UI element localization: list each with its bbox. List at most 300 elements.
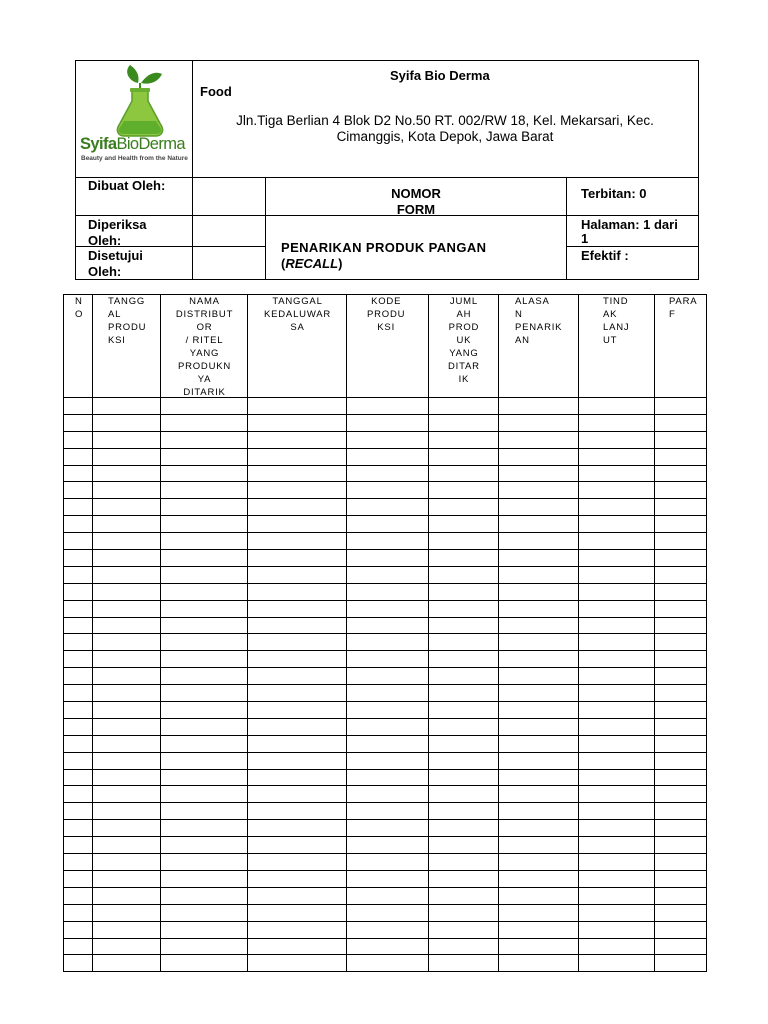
table-cell[interactable]: [161, 786, 248, 803]
table-cell[interactable]: [499, 617, 579, 634]
table-cell[interactable]: [347, 431, 429, 448]
table-cell[interactable]: [429, 482, 499, 499]
table-cell[interactable]: [248, 431, 347, 448]
table-cell[interactable]: [347, 702, 429, 719]
table-cell[interactable]: [499, 854, 579, 871]
table-cell[interactable]: [161, 448, 248, 465]
table-cell[interactable]: [248, 651, 347, 668]
table-cell[interactable]: [347, 499, 429, 516]
table-cell[interactable]: [161, 921, 248, 938]
table-cell[interactable]: [93, 803, 161, 820]
table-cell[interactable]: [579, 904, 655, 921]
table-cell[interactable]: [499, 668, 579, 685]
table-cell[interactable]: [347, 448, 429, 465]
table-cell[interactable]: [655, 718, 707, 735]
table-cell[interactable]: [64, 499, 93, 516]
table-cell[interactable]: [64, 516, 93, 533]
table-cell[interactable]: [347, 651, 429, 668]
table-cell[interactable]: [429, 465, 499, 482]
table-cell[interactable]: [93, 769, 161, 786]
table-cell[interactable]: [499, 414, 579, 431]
table-cell[interactable]: [579, 516, 655, 533]
table-cell[interactable]: [347, 685, 429, 702]
table-cell[interactable]: [499, 634, 579, 651]
table-cell[interactable]: [429, 398, 499, 415]
table-cell[interactable]: [429, 904, 499, 921]
table-cell[interactable]: [347, 887, 429, 904]
table-cell[interactable]: [64, 617, 93, 634]
table-cell[interactable]: [655, 921, 707, 938]
table-cell[interactable]: [248, 820, 347, 837]
table-cell[interactable]: [93, 533, 161, 550]
table-cell[interactable]: [499, 735, 579, 752]
table-cell[interactable]: [347, 904, 429, 921]
table-cell[interactable]: [161, 854, 248, 871]
table-cell[interactable]: [64, 583, 93, 600]
table-cell[interactable]: [64, 634, 93, 651]
table-cell[interactable]: [93, 398, 161, 415]
table-cell[interactable]: [64, 600, 93, 617]
table-cell[interactable]: [64, 414, 93, 431]
table-cell[interactable]: [93, 634, 161, 651]
table-cell[interactable]: [248, 600, 347, 617]
table-cell[interactable]: [429, 566, 499, 583]
table-cell[interactable]: [93, 735, 161, 752]
table-cell[interactable]: [655, 904, 707, 921]
table-cell[interactable]: [248, 583, 347, 600]
table-cell[interactable]: [347, 803, 429, 820]
table-cell[interactable]: [161, 516, 248, 533]
table-cell[interactable]: [655, 431, 707, 448]
table-cell[interactable]: [579, 870, 655, 887]
table-cell[interactable]: [347, 398, 429, 415]
table-cell[interactable]: [161, 904, 248, 921]
table-cell[interactable]: [93, 718, 161, 735]
table-cell[interactable]: [93, 583, 161, 600]
table-cell[interactable]: [93, 837, 161, 854]
table-cell[interactable]: [347, 533, 429, 550]
table-cell[interactable]: [161, 752, 248, 769]
table-cell[interactable]: [93, 752, 161, 769]
table-cell[interactable]: [655, 702, 707, 719]
table-cell[interactable]: [499, 752, 579, 769]
table-cell[interactable]: [655, 735, 707, 752]
table-cell[interactable]: [93, 414, 161, 431]
table-cell[interactable]: [429, 651, 499, 668]
table-cell[interactable]: [93, 651, 161, 668]
table-cell[interactable]: [161, 550, 248, 567]
table-cell[interactable]: [64, 718, 93, 735]
table-cell[interactable]: [579, 718, 655, 735]
table-cell[interactable]: [248, 870, 347, 887]
table-cell[interactable]: [499, 533, 579, 550]
table-cell[interactable]: [429, 516, 499, 533]
table-cell[interactable]: [429, 837, 499, 854]
table-cell[interactable]: [499, 685, 579, 702]
table-cell[interactable]: [161, 533, 248, 550]
table-cell[interactable]: [655, 398, 707, 415]
table-cell[interactable]: [499, 921, 579, 938]
table-cell[interactable]: [655, 668, 707, 685]
table-cell[interactable]: [347, 465, 429, 482]
table-cell[interactable]: [161, 617, 248, 634]
table-cell[interactable]: [429, 499, 499, 516]
table-cell[interactable]: [347, 516, 429, 533]
table-cell[interactable]: [93, 550, 161, 567]
table-cell[interactable]: [64, 566, 93, 583]
table-cell[interactable]: [429, 533, 499, 550]
table-cell[interactable]: [579, 702, 655, 719]
table-cell[interactable]: [161, 414, 248, 431]
table-cell[interactable]: [93, 870, 161, 887]
table-cell[interactable]: [248, 718, 347, 735]
table-cell[interactable]: [429, 752, 499, 769]
table-cell[interactable]: [161, 668, 248, 685]
table-cell[interactable]: [347, 955, 429, 972]
table-cell[interactable]: [655, 617, 707, 634]
table-cell[interactable]: [499, 583, 579, 600]
table-cell[interactable]: [64, 482, 93, 499]
table-cell[interactable]: [499, 786, 579, 803]
table-cell[interactable]: [655, 533, 707, 550]
table-cell[interactable]: [499, 718, 579, 735]
table-cell[interactable]: [499, 600, 579, 617]
table-cell[interactable]: [248, 955, 347, 972]
table-cell[interactable]: [248, 904, 347, 921]
table-cell[interactable]: [499, 448, 579, 465]
table-cell[interactable]: [248, 533, 347, 550]
table-cell[interactable]: [579, 482, 655, 499]
table-cell[interactable]: [93, 854, 161, 871]
table-cell[interactable]: [579, 600, 655, 617]
table-cell[interactable]: [64, 735, 93, 752]
table-cell[interactable]: [93, 702, 161, 719]
table-cell[interactable]: [655, 803, 707, 820]
table-cell[interactable]: [64, 870, 93, 887]
table-cell[interactable]: [161, 820, 248, 837]
table-cell[interactable]: [248, 516, 347, 533]
table-cell[interactable]: [347, 583, 429, 600]
table-cell[interactable]: [93, 617, 161, 634]
table-cell[interactable]: [655, 938, 707, 955]
table-cell[interactable]: [93, 566, 161, 583]
table-cell[interactable]: [248, 786, 347, 803]
table-cell[interactable]: [429, 803, 499, 820]
table-cell[interactable]: [499, 820, 579, 837]
table-cell[interactable]: [429, 735, 499, 752]
table-cell[interactable]: [579, 414, 655, 431]
table-cell[interactable]: [161, 583, 248, 600]
table-cell[interactable]: [579, 634, 655, 651]
table-cell[interactable]: [579, 735, 655, 752]
table-cell[interactable]: [64, 448, 93, 465]
table-cell[interactable]: [64, 651, 93, 668]
table-cell[interactable]: [248, 465, 347, 482]
table-cell[interactable]: [64, 702, 93, 719]
table-cell[interactable]: [579, 820, 655, 837]
table-cell[interactable]: [655, 955, 707, 972]
table-cell[interactable]: [248, 617, 347, 634]
table-cell[interactable]: [429, 718, 499, 735]
table-cell[interactable]: [429, 854, 499, 871]
table-cell[interactable]: [499, 499, 579, 516]
table-cell[interactable]: [248, 550, 347, 567]
table-cell[interactable]: [93, 685, 161, 702]
table-cell[interactable]: [499, 702, 579, 719]
table-cell[interactable]: [429, 600, 499, 617]
table-cell[interactable]: [161, 431, 248, 448]
table-cell[interactable]: [161, 465, 248, 482]
table-cell[interactable]: [64, 431, 93, 448]
table-cell[interactable]: [655, 634, 707, 651]
table-cell[interactable]: [429, 921, 499, 938]
table-cell[interactable]: [347, 668, 429, 685]
table-cell[interactable]: [347, 718, 429, 735]
table-cell[interactable]: [429, 668, 499, 685]
table-cell[interactable]: [429, 617, 499, 634]
table-cell[interactable]: [655, 482, 707, 499]
table-cell[interactable]: [579, 533, 655, 550]
table-cell[interactable]: [579, 752, 655, 769]
table-cell[interactable]: [248, 634, 347, 651]
table-cell[interactable]: [655, 887, 707, 904]
table-cell[interactable]: [499, 955, 579, 972]
table-cell[interactable]: [655, 448, 707, 465]
table-cell[interactable]: [347, 414, 429, 431]
table-cell[interactable]: [64, 803, 93, 820]
table-cell[interactable]: [429, 769, 499, 786]
table-cell[interactable]: [579, 499, 655, 516]
table-cell[interactable]: [93, 887, 161, 904]
table-cell[interactable]: [579, 803, 655, 820]
table-cell[interactable]: [499, 550, 579, 567]
table-cell[interactable]: [655, 870, 707, 887]
table-cell[interactable]: [579, 955, 655, 972]
table-cell[interactable]: [248, 668, 347, 685]
table-cell[interactable]: [161, 566, 248, 583]
table-cell[interactable]: [64, 938, 93, 955]
table-cell[interactable]: [347, 735, 429, 752]
table-cell[interactable]: [161, 634, 248, 651]
table-cell[interactable]: [161, 837, 248, 854]
table-cell[interactable]: [93, 448, 161, 465]
table-cell[interactable]: [248, 735, 347, 752]
table-cell[interactable]: [161, 803, 248, 820]
table-cell[interactable]: [499, 465, 579, 482]
table-cell[interactable]: [93, 516, 161, 533]
table-cell[interactable]: [579, 668, 655, 685]
table-cell[interactable]: [429, 887, 499, 904]
table-cell[interactable]: [655, 769, 707, 786]
table-cell[interactable]: [64, 786, 93, 803]
table-cell[interactable]: [161, 718, 248, 735]
table-cell[interactable]: [499, 803, 579, 820]
table-cell[interactable]: [161, 600, 248, 617]
table-cell[interactable]: [579, 938, 655, 955]
table-cell[interactable]: [248, 414, 347, 431]
table-cell[interactable]: [248, 769, 347, 786]
table-cell[interactable]: [655, 516, 707, 533]
table-cell[interactable]: [499, 516, 579, 533]
table-cell[interactable]: [248, 482, 347, 499]
table-cell[interactable]: [579, 431, 655, 448]
table-cell[interactable]: [347, 482, 429, 499]
table-cell[interactable]: [64, 921, 93, 938]
table-cell[interactable]: [499, 887, 579, 904]
table-cell[interactable]: [161, 887, 248, 904]
table-cell[interactable]: [248, 887, 347, 904]
table-cell[interactable]: [499, 566, 579, 583]
table-cell[interactable]: [347, 938, 429, 955]
table-cell[interactable]: [655, 600, 707, 617]
table-cell[interactable]: [499, 870, 579, 887]
table-cell[interactable]: [655, 414, 707, 431]
table-cell[interactable]: [655, 685, 707, 702]
table-cell[interactable]: [64, 550, 93, 567]
table-cell[interactable]: [248, 499, 347, 516]
table-cell[interactable]: [499, 482, 579, 499]
table-cell[interactable]: [64, 685, 93, 702]
table-cell[interactable]: [579, 465, 655, 482]
table-cell[interactable]: [655, 837, 707, 854]
table-cell[interactable]: [93, 668, 161, 685]
table-cell[interactable]: [161, 651, 248, 668]
table-cell[interactable]: [579, 550, 655, 567]
table-cell[interactable]: [655, 465, 707, 482]
table-cell[interactable]: [655, 854, 707, 871]
table-cell[interactable]: [93, 786, 161, 803]
table-cell[interactable]: [248, 702, 347, 719]
table-cell[interactable]: [161, 870, 248, 887]
table-cell[interactable]: [248, 566, 347, 583]
table-cell[interactable]: [579, 398, 655, 415]
table-cell[interactable]: [347, 870, 429, 887]
table-cell[interactable]: [161, 938, 248, 955]
table-cell[interactable]: [429, 414, 499, 431]
table-cell[interactable]: [499, 651, 579, 668]
table-cell[interactable]: [64, 904, 93, 921]
table-cell[interactable]: [579, 651, 655, 668]
table-cell[interactable]: [93, 499, 161, 516]
table-cell[interactable]: [499, 904, 579, 921]
table-cell[interactable]: [93, 482, 161, 499]
table-cell[interactable]: [64, 533, 93, 550]
table-cell[interactable]: [93, 600, 161, 617]
table-cell[interactable]: [579, 837, 655, 854]
table-cell[interactable]: [429, 820, 499, 837]
table-cell[interactable]: [347, 600, 429, 617]
table-cell[interactable]: [655, 752, 707, 769]
table-cell[interactable]: [579, 786, 655, 803]
table-cell[interactable]: [429, 448, 499, 465]
table-cell[interactable]: [655, 786, 707, 803]
table-cell[interactable]: [655, 820, 707, 837]
table-cell[interactable]: [93, 431, 161, 448]
table-cell[interactable]: [429, 870, 499, 887]
table-cell[interactable]: [429, 431, 499, 448]
table-cell[interactable]: [93, 955, 161, 972]
table-cell[interactable]: [248, 921, 347, 938]
table-cell[interactable]: [579, 617, 655, 634]
table-cell[interactable]: [499, 837, 579, 854]
table-cell[interactable]: [499, 938, 579, 955]
table-cell[interactable]: [655, 583, 707, 600]
table-cell[interactable]: [347, 854, 429, 871]
table-cell[interactable]: [429, 786, 499, 803]
table-cell[interactable]: [64, 465, 93, 482]
table-cell[interactable]: [347, 550, 429, 567]
table-cell[interactable]: [93, 820, 161, 837]
table-cell[interactable]: [161, 499, 248, 516]
table-cell[interactable]: [64, 887, 93, 904]
table-cell[interactable]: [347, 617, 429, 634]
table-cell[interactable]: [248, 752, 347, 769]
table-cell[interactable]: [64, 955, 93, 972]
table-cell[interactable]: [64, 668, 93, 685]
table-cell[interactable]: [579, 566, 655, 583]
table-cell[interactable]: [429, 634, 499, 651]
table-cell[interactable]: [93, 904, 161, 921]
table-cell[interactable]: [248, 803, 347, 820]
table-cell[interactable]: [161, 398, 248, 415]
table-cell[interactable]: [64, 752, 93, 769]
table-cell[interactable]: [64, 769, 93, 786]
table-cell[interactable]: [579, 769, 655, 786]
table-cell[interactable]: [248, 854, 347, 871]
table-cell[interactable]: [499, 431, 579, 448]
table-cell[interactable]: [347, 769, 429, 786]
table-cell[interactable]: [429, 550, 499, 567]
table-cell[interactable]: [655, 499, 707, 516]
table-cell[interactable]: [579, 685, 655, 702]
table-cell[interactable]: [64, 398, 93, 415]
table-cell[interactable]: [347, 820, 429, 837]
table-cell[interactable]: [579, 887, 655, 904]
table-cell[interactable]: [655, 566, 707, 583]
table-cell[interactable]: [655, 651, 707, 668]
table-cell[interactable]: [93, 465, 161, 482]
table-cell[interactable]: [248, 398, 347, 415]
table-cell[interactable]: [347, 752, 429, 769]
table-cell[interactable]: [655, 550, 707, 567]
table-cell[interactable]: [499, 398, 579, 415]
table-cell[interactable]: [347, 786, 429, 803]
table-cell[interactable]: [429, 955, 499, 972]
table-cell[interactable]: [161, 769, 248, 786]
table-cell[interactable]: [347, 921, 429, 938]
table-cell[interactable]: [579, 921, 655, 938]
table-cell[interactable]: [64, 837, 93, 854]
table-cell[interactable]: [499, 769, 579, 786]
table-cell[interactable]: [161, 955, 248, 972]
table-cell[interactable]: [248, 938, 347, 955]
table-cell[interactable]: [161, 735, 248, 752]
table-cell[interactable]: [347, 837, 429, 854]
table-cell[interactable]: [579, 854, 655, 871]
table-cell[interactable]: [579, 448, 655, 465]
table-cell[interactable]: [64, 820, 93, 837]
table-cell[interactable]: [248, 837, 347, 854]
table-cell[interactable]: [248, 448, 347, 465]
table-cell[interactable]: [93, 938, 161, 955]
table-cell[interactable]: [161, 702, 248, 719]
table-cell[interactable]: [347, 566, 429, 583]
table-cell[interactable]: [64, 854, 93, 871]
table-cell[interactable]: [579, 583, 655, 600]
table-cell[interactable]: [248, 685, 347, 702]
table-cell[interactable]: [429, 702, 499, 719]
table-cell[interactable]: [429, 583, 499, 600]
